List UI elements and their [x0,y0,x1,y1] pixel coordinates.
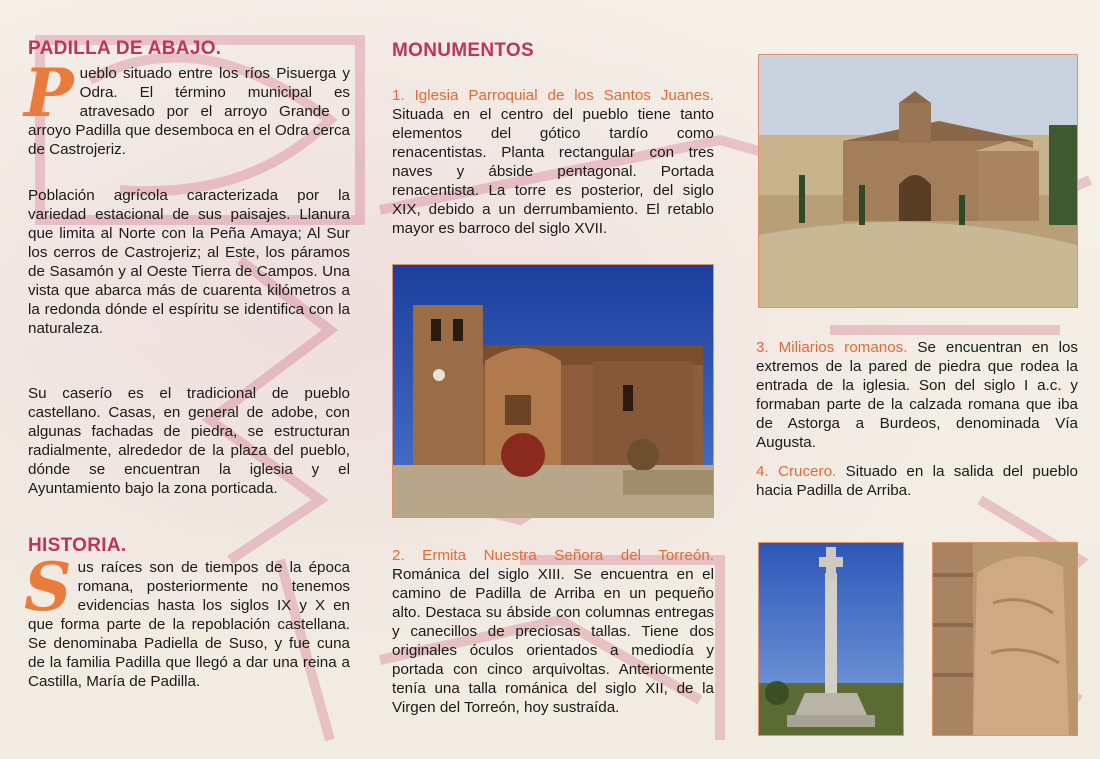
roman-milestone-photo [932,542,1078,736]
monument-3-title: 3. Miliarios romanos. [756,339,908,356]
intro-paragraph: Pueblo situado entre los ríos Pisuerga y Odra. El término municipal es atravesado por el arroyo Grande o arroyo Padilla que desemboca en el Odra cerca de Castrojeriz. [24,54,350,158]
wayside-cross-photo [758,542,904,736]
dropcap-p: P [24,54,74,132]
hermitage-photo [758,54,1078,308]
monument-3-text: 3. Miliarios romanos. Se encuentran en los extremos de la pared de piedra que rodea la entrada de la iglesia. Son del siglo I a.c. y formaban parte de la calzada romana que iba de Astorga a Burdeos, denominada Vía Augusta. [756,339,1078,451]
monument-4-text: 4. Crucero. Situado en la salida del pueblo hacia Padilla de Arriba. [756,463,1078,499]
monument-1-title: 1. Iglesia Parroquial de los Santos Juanes. [392,87,714,104]
monuments-title: MONUMENTOS [392,40,534,61]
monument-2-title: 2. Ermita Nuestra Señora del Torreón. [392,547,714,564]
church-photo [392,264,714,518]
monument-4-title: 4. Crucero. [756,463,837,480]
history-paragraph: Sus raíces son de tiempos de la época romana, posteriormente no tenemos evidencias hasta los siglos IX y X en que forma parte de la repoblación castellana. Se denominaba Padiella de Suso, y fue cuna de la familia Padilla que llegó a dar una reina a Castilla, María de Padilla. [24,548,350,690]
town-title: PADILLA DE ABAJO. [28,38,222,59]
monument-1-text: 1. Iglesia Parroquial de los Santos Juanes. Situada en el centro del pueblo tiene tanto elementos del gótico tardío como renacentistas. Planta rectangular con tres naves y ábside pentagonal. Portada renacentista. La torre es posterior, del siglo XIX, debido a un derrumbamiento. El retablo mayor es barroco del siglo XVII. [392,87,714,237]
dropcap-s: S [24,548,72,626]
monument-2-text: 2. Ermita Nuestra Señora del Torreón. Románica del siglo XIII. Se encuentra en el camino de Padilla de Arriba en un pequeño alto. Destaca su ábside con columnas entregas y canecillos de preciosas tallas. Tiene dos originales óculos orientados a mediodía y portada con cinco arquivoltas. Anteriormente tenía una talla románica del siglo XII, de la Virgen del Torreón, hoy sustraída. [392,547,714,716]
history-title: HISTORIA. [28,535,127,556]
village-paragraph: Su caserío es el tradicional de pueblo castellano. Casas, en general de adobe, con algunas fachadas de piedra, se estructuran radialmente, alrededor de la plaza del pueblo, dónde se encuentran la iglesia y el Ayuntamiento bajo la zona porticada. [28,385,350,497]
landscape-paragraph: Población agrícola caracterizada por la variedad estacional de sus paisajes. Llanura que limita al Norte con la Peña Amaya; Al Sur los cerros de Castrojeriz; al Este, los páramos de Sasamón y al Oeste Tierra de Campos. Una vista que abarca más de cuarenta kilómetros a la redonda dónde el espíritu se identifica con la naturaleza. [28,187,350,337]
